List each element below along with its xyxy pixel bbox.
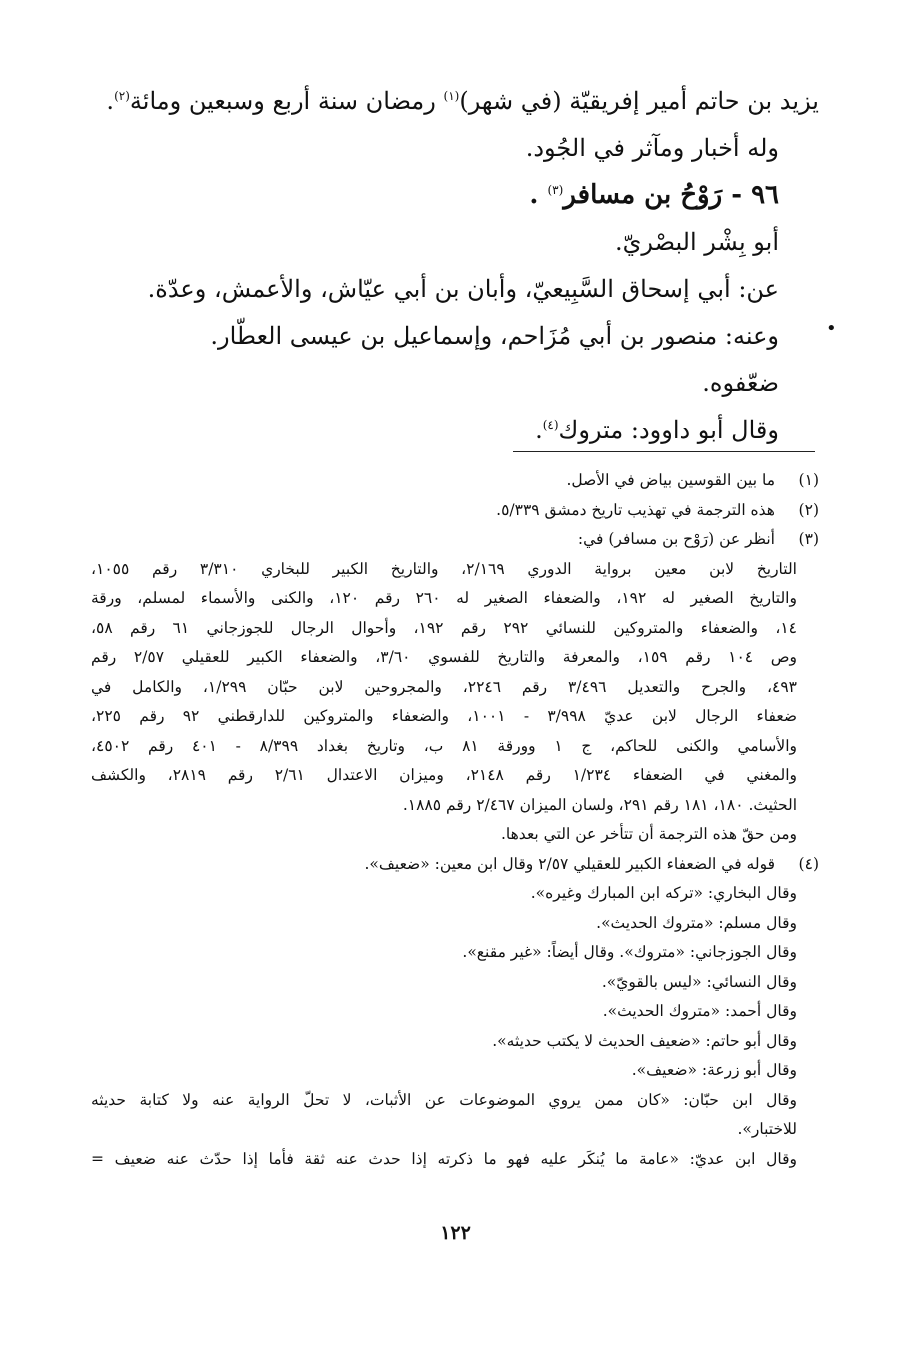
footnote-body-line: وقال ابن عديّ: «عامة ما يُنكَر عليه فهو ما ذكرته إذا حدث عنه ثقة فأما إذا حدّث عنه ضعيف = xyxy=(91,1149,797,1168)
footnote-body-line: والمغني في الضعفاء ١/٢٣٤ رقم ٢١٤٨، وميزان الاعتدال ٢/٦١ رقم ٢٨١٩، والكشف xyxy=(91,766,797,784)
main-text xyxy=(89,78,819,454)
footnotes xyxy=(91,466,819,1174)
footnote-body-line: ضعفاء الرجال لابن عديّ ٣/٩٩٨ - ١٠٠١، والضعفاء والمتروكين للدارقطني ٩٢ رقم ٢٢٥، xyxy=(91,707,797,725)
main-line-7: ضعّفوه. xyxy=(702,369,779,397)
footnote-body-line: للاختبار». xyxy=(737,1120,797,1138)
main-line-1-text: يزيد بن حاتم أمير إفريقيّة (في شهر) xyxy=(459,87,819,115)
main-line-1-end: . xyxy=(106,87,115,115)
footnote-body-line: ١٤، والضعفاء والمتروكين للنسائي ٢٩٢ رقم ١٩٢، وأحوال الرجال للجوزجاني ٦١ رقم ٥٨، xyxy=(91,618,797,637)
footnote-ref-1: (١) xyxy=(443,89,460,103)
footnote-text: ما بين القوسين بياض في الأصل. xyxy=(566,471,775,489)
footnote-4-body xyxy=(91,879,819,1174)
footnote-3 xyxy=(91,525,819,555)
footnote-body-line: ٤٩٣، والجرح والتعديل ٣/٤٩٦ رقم ٢٢٤٦، والمجروحين لابن حبّان ١/٢٩٩، والكامل في xyxy=(91,677,797,696)
margin-mark: • xyxy=(826,318,837,339)
footnote-number: (٢) xyxy=(798,500,819,519)
footnote-body-line: وقال أحمد: «متروك الحديث». xyxy=(602,1002,797,1020)
footnote-ref-4: (٤) xyxy=(542,418,559,432)
footnote-separator xyxy=(513,451,815,452)
footnote-number: (٤) xyxy=(798,854,819,873)
main-line-8 xyxy=(89,407,819,454)
footnote-body-line: وقال أبو زرعة: «ضعيف». xyxy=(631,1061,797,1079)
entry-heading-end: . xyxy=(529,180,548,210)
footnote-body-line: وقال البخاري: «تركه ابن المبارك وغيره». xyxy=(530,884,797,902)
main-line-2: وله أخبار ومآثر في الجُود. xyxy=(525,134,779,162)
page-number: ١٢٢ xyxy=(440,1222,471,1244)
footnote-1 xyxy=(91,466,819,496)
main-line-8-end: . xyxy=(535,416,543,444)
main-line-5: عن: أبي إسحاق السَّبِيعيّ، وأبان بن أبي عيّاش، والأعمش، وعدّة. xyxy=(147,275,779,303)
footnote-number: (١) xyxy=(798,471,819,489)
footnote-body-line: والتاريخ الصغير له ١٩٢، والضعفاء الصغير له ٢٦٠ رقم ١٢٠، والكنى والأسماء لمسلم، ورقة xyxy=(91,589,797,607)
footnote-body-line: الحثيث. ١٨٠، ١٨١ رقم ٢٩١، ولسان الميزان ٢/٤٦٧ رقم ١٨٨٥. xyxy=(402,795,797,814)
footnote-ref-3: (٣) xyxy=(547,183,564,197)
footnote-body-line: التاريخ لابن معين برواية الدوري ٢/١٦٩، والتاريخ الكبير للبخاري ٣/٣١٠ رقم ١٠٥٥، xyxy=(91,559,797,578)
footnote-text: أنظر عن (رَوْح بن مسافر) في: xyxy=(577,530,775,548)
footnote-number: (٣) xyxy=(798,530,819,548)
footnote-body-line: وقال النسائي: «ليس بالقويّ». xyxy=(601,972,797,991)
main-line-1 xyxy=(89,78,819,125)
footnote-3-body xyxy=(91,555,819,850)
main-line-1-text-2: رمضان سنة أربع وسبعين ومائة xyxy=(129,87,444,115)
footnote-body-line: والأسامي والكنى للحاكم، ج ١ وورقة ٨١ ب، وتاريخ بغداد ٨/٣٩٩ - ٤٠١ رقم ٤٥٠٢، xyxy=(91,736,797,755)
entry-heading-text: ٩٦ - رَوْحُ بن مسافر xyxy=(563,180,779,210)
footnote-text: هذه الترجمة في تهذيب تاريخ دمشق ٥/٣٣٩. xyxy=(496,500,775,519)
footnote-body-line: وص ١٠٤ رقم ١٥٩، والمعرفة والتاريخ للفسوي ٣/٦٠، والضعفاء الكبير للعقيلي ٢/٥٧ رقم xyxy=(91,648,797,666)
main-line-6: وعنه: منصور بن أبي مُزَاحم، وإسماعيل بن عيسى العطّار. xyxy=(210,322,779,350)
footnote-body-line: ومن حقّ هذه الترجمة أن تتأخر عن التي بعدها. xyxy=(500,825,797,843)
footnote-text: قوله في الضعفاء الكبير للعقيلي ٢/٥٧ وقال ابن معين: «ضعيف». xyxy=(364,854,775,873)
footnote-body-line: وقال الجوزجاني: «متروك». وقال أيضاً: «غير مقنع». xyxy=(462,943,797,961)
footnote-4 xyxy=(91,850,819,880)
footnote-body-line: وقال مسلم: «متروك الحديث». xyxy=(596,913,797,932)
main-line-4: أبو بِشْر البصْريّ. xyxy=(614,228,779,256)
entry-heading xyxy=(89,172,819,219)
footnote-2 xyxy=(91,496,819,526)
main-line-8-text: وقال أبو داوود: متروك xyxy=(558,416,779,444)
footnote-body-line: وقال ابن حبّان: «كان ممن يروي الموضوعات عن الأثبات، لا تحلّ الرواية عنه ولا كتابة حديثه xyxy=(91,1090,797,1109)
footnote-ref-2: (٢) xyxy=(114,89,130,103)
footnote-body-line: وقال أبو حاتم: «ضعيف الحديث لا يكتب حديثه». xyxy=(492,1031,797,1050)
